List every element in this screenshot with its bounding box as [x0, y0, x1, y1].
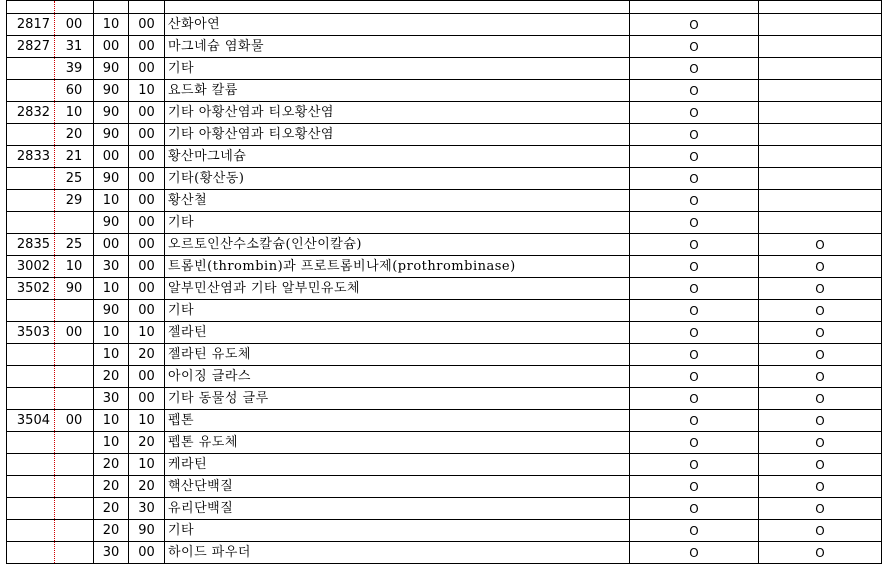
- code-cell-b: 20: [129, 432, 165, 454]
- item-name-cell: 펩톤 유도체: [165, 432, 630, 454]
- mark-cell-2: O: [759, 476, 882, 498]
- item-name-cell: 기타: [165, 212, 630, 234]
- code-cell-a: 20: [94, 520, 129, 542]
- mark-cell-2: [759, 14, 882, 36]
- hs-heading-cell: [7, 388, 55, 410]
- table-row: [7, 322, 882, 344]
- code-cell-a: 10: [94, 432, 129, 454]
- subheading-cell: 25: [55, 168, 94, 190]
- mark-cell-2: [759, 102, 882, 124]
- mark-cell-2: [759, 146, 882, 168]
- code-cell-b: 00: [129, 146, 165, 168]
- code-cell-a: 30: [94, 542, 129, 564]
- code-cell-b: 00: [129, 168, 165, 190]
- code-cell-b: 00: [129, 124, 165, 146]
- hs-heading-cell: [7, 366, 55, 388]
- code-cell-b: 10: [129, 454, 165, 476]
- code-cell-a: 20: [94, 476, 129, 498]
- code-cell-b: 00: [129, 256, 165, 278]
- mark-cell-1: O: [630, 410, 759, 432]
- code-cell-a: 10: [94, 278, 129, 300]
- item-name-cell: 젤라틴 유도체: [165, 344, 630, 366]
- mark-cell-2: O: [759, 278, 882, 300]
- item-name-cell: 펩톤: [165, 410, 630, 432]
- code-cell-a: 90: [94, 80, 129, 102]
- mark-cell-2: [759, 36, 882, 58]
- table-row: [7, 432, 882, 454]
- hs-heading-cell: 2832: [7, 102, 55, 124]
- subheading-cell: 00: [55, 322, 94, 344]
- code-cell-a: 90: [94, 212, 129, 234]
- table-row: [7, 212, 882, 234]
- hs-heading-cell: 2817: [7, 14, 55, 36]
- mark-cell-1: O: [630, 366, 759, 388]
- mark-cell-1: O: [630, 256, 759, 278]
- mark-cell-2: O: [759, 520, 882, 542]
- subheading-cell: 60: [55, 80, 94, 102]
- subheading-cell: [55, 344, 94, 366]
- mark-cell-1: O: [630, 58, 759, 80]
- item-name-cell: 마그네슘 염화물: [165, 36, 630, 58]
- item-name-cell: 트롬빈(thrombin)과 프로트롬비나제(prothrombinase): [165, 256, 630, 278]
- code-cell-b: 00: [129, 58, 165, 80]
- mark-cell-1: O: [630, 388, 759, 410]
- item-name-cell: 아이징 글라스: [165, 366, 630, 388]
- subheading-cell: [55, 454, 94, 476]
- hs-heading-cell: [7, 124, 55, 146]
- mark-cell-1: O: [630, 168, 759, 190]
- item-name-cell: 황산철: [165, 190, 630, 212]
- mark-cell-1: O: [630, 234, 759, 256]
- subheading-cell: 25: [55, 234, 94, 256]
- table-row: [7, 234, 882, 256]
- hs-heading-cell: [7, 542, 55, 564]
- code-cell-b: 00: [129, 278, 165, 300]
- hs-heading-cell: [7, 190, 55, 212]
- item-name-cell: 황산마그네슘: [165, 146, 630, 168]
- mark-cell-2: O: [759, 366, 882, 388]
- table-row: [7, 278, 882, 300]
- code-cell-a: 00: [94, 146, 129, 168]
- item-name-cell: 기타: [165, 58, 630, 80]
- table-row: [7, 476, 882, 498]
- code-cell-b: 00: [129, 102, 165, 124]
- item-name-cell: 기타 동물성 글루: [165, 388, 630, 410]
- mark-cell-2: O: [759, 432, 882, 454]
- code-cell-b: 00: [129, 190, 165, 212]
- code-cell-b: 90: [129, 520, 165, 542]
- mark-cell-1: O: [630, 432, 759, 454]
- hs-heading-cell: [7, 168, 55, 190]
- code-cell-b: 00: [129, 234, 165, 256]
- hs-code-table: [6, 0, 882, 564]
- table-row: [7, 300, 882, 322]
- hs-heading-cell: [7, 432, 55, 454]
- mark-cell-2: [759, 168, 882, 190]
- subheading-cell: 31: [55, 36, 94, 58]
- table-row: [7, 190, 882, 212]
- mark-cell-1: O: [630, 278, 759, 300]
- code-cell-a: 10: [94, 14, 129, 36]
- hs-heading-cell: [7, 300, 55, 322]
- mark-cell-1: O: [630, 36, 759, 58]
- code-cell-b: 10: [129, 322, 165, 344]
- hs-heading-cell: 3504: [7, 410, 55, 432]
- subheading-cell: 21: [55, 146, 94, 168]
- code-cell-a: 00: [94, 234, 129, 256]
- subheading-cell: 90: [55, 278, 94, 300]
- subheading-cell: [55, 212, 94, 234]
- hs-heading-cell: [7, 80, 55, 102]
- code-cell-a: 30: [94, 256, 129, 278]
- subheading-cell: 29: [55, 190, 94, 212]
- mark-cell-1: O: [630, 520, 759, 542]
- item-name-cell: 하이드 파우더: [165, 542, 630, 564]
- subheading-cell: [55, 300, 94, 322]
- hs-heading-cell: [7, 520, 55, 542]
- table-row: [7, 410, 882, 432]
- table-row: [7, 542, 882, 564]
- code-cell-a: 00: [94, 36, 129, 58]
- item-name-cell: 케라틴: [165, 454, 630, 476]
- subheading-cell: [55, 388, 94, 410]
- code-cell-b: 00: [129, 14, 165, 36]
- subheading-cell: 10: [55, 102, 94, 124]
- hs-heading-cell: [7, 344, 55, 366]
- code-cell-a: 90: [94, 58, 129, 80]
- table-row: [7, 36, 882, 58]
- subheading-cell: 10: [55, 256, 94, 278]
- mark-cell-2: O: [759, 454, 882, 476]
- hs-heading-cell: [7, 476, 55, 498]
- item-name-cell: 기타 아황산염과 티오황산염: [165, 102, 630, 124]
- hs-heading-cell: 2835: [7, 234, 55, 256]
- mark-cell-1: O: [630, 102, 759, 124]
- mark-cell-1: O: [630, 212, 759, 234]
- mark-cell-2: [759, 124, 882, 146]
- hs-heading-cell: 3502: [7, 278, 55, 300]
- hs-heading-cell: [7, 498, 55, 520]
- table-row: [7, 168, 882, 190]
- mark-cell-1: O: [630, 344, 759, 366]
- code-cell-b: 00: [129, 212, 165, 234]
- table-row: [7, 344, 882, 366]
- code-cell-a: 10: [94, 410, 129, 432]
- table-row: [7, 366, 882, 388]
- table-row-partial: [7, 1, 882, 14]
- subheading-cell: [55, 476, 94, 498]
- code-cell-a: 10: [94, 344, 129, 366]
- mark-cell-2: [759, 212, 882, 234]
- subheading-cell: [55, 498, 94, 520]
- code-cell-a: 20: [94, 498, 129, 520]
- table-row: [7, 520, 882, 542]
- hs-heading-cell: 2827: [7, 36, 55, 58]
- mark-cell-2: O: [759, 344, 882, 366]
- hs-heading-cell: [7, 212, 55, 234]
- item-name-cell: 핵산단백질: [165, 476, 630, 498]
- code-cell-b: 00: [129, 366, 165, 388]
- table-row: [7, 80, 882, 102]
- code-cell-a: 10: [94, 322, 129, 344]
- mark-cell-1: O: [630, 300, 759, 322]
- hs-heading-cell: 3002: [7, 256, 55, 278]
- hs-heading-cell: [7, 454, 55, 476]
- item-name-cell: 기타: [165, 300, 630, 322]
- table-row: [7, 58, 882, 80]
- code-cell-a: 90: [94, 124, 129, 146]
- hs-heading-cell: [7, 58, 55, 80]
- mark-cell-2: O: [759, 322, 882, 344]
- code-cell-a: 10: [94, 190, 129, 212]
- subheading-cell: 39: [55, 58, 94, 80]
- code-cell-b: 00: [129, 300, 165, 322]
- subheading-cell: 00: [55, 410, 94, 432]
- mark-cell-1: O: [630, 146, 759, 168]
- mark-cell-2: [759, 190, 882, 212]
- code-cell-a: 30: [94, 388, 129, 410]
- mark-cell-2: O: [759, 300, 882, 322]
- mark-cell-2: O: [759, 410, 882, 432]
- mark-cell-1: O: [630, 80, 759, 102]
- item-name-cell: 산화아연: [165, 14, 630, 36]
- mark-cell-2: O: [759, 542, 882, 564]
- subheading-cell: [55, 520, 94, 542]
- code-cell-b: 30: [129, 498, 165, 520]
- code-cell-a: 90: [94, 102, 129, 124]
- code-cell-a: 90: [94, 300, 129, 322]
- mark-cell-2: O: [759, 234, 882, 256]
- mark-cell-2: O: [759, 256, 882, 278]
- subheading-cell: [55, 432, 94, 454]
- table-row: [7, 388, 882, 410]
- code-cell-b: 00: [129, 542, 165, 564]
- item-name-cell: 유리단백질: [165, 498, 630, 520]
- table-row: [7, 256, 882, 278]
- mark-cell-1: O: [630, 322, 759, 344]
- code-cell-b: 00: [129, 388, 165, 410]
- item-name-cell: 요드화 칼륨: [165, 80, 630, 102]
- item-name-cell: 오르토인산수소칼슘(인산이칼슘): [165, 234, 630, 256]
- subheading-cell: 20: [55, 124, 94, 146]
- subheading-cell: 00: [55, 14, 94, 36]
- code-cell-b: 10: [129, 410, 165, 432]
- table-row: [7, 498, 882, 520]
- code-cell-b: 20: [129, 344, 165, 366]
- mark-cell-1: O: [630, 14, 759, 36]
- table-row: [7, 454, 882, 476]
- code-cell-b: 20: [129, 476, 165, 498]
- table-row: [7, 124, 882, 146]
- item-name-cell: 알부민산염과 기타 알부민유도체: [165, 278, 630, 300]
- item-name-cell: 젤라틴: [165, 322, 630, 344]
- mark-cell-1: O: [630, 542, 759, 564]
- code-cell-b: 00: [129, 36, 165, 58]
- mark-cell-1: O: [630, 498, 759, 520]
- mark-cell-1: O: [630, 476, 759, 498]
- code-cell-a: 90: [94, 168, 129, 190]
- table-row: [7, 102, 882, 124]
- code-cell-b: 10: [129, 80, 165, 102]
- item-name-cell: 기타 아황산염과 티오황산염: [165, 124, 630, 146]
- subheading-cell: [55, 542, 94, 564]
- item-name-cell: 기타(황산동): [165, 168, 630, 190]
- mark-cell-2: O: [759, 498, 882, 520]
- mark-cell-1: O: [630, 124, 759, 146]
- mark-cell-2: O: [759, 388, 882, 410]
- mark-cell-2: [759, 80, 882, 102]
- subheading-cell: [55, 366, 94, 388]
- code-cell-a: 20: [94, 454, 129, 476]
- code-cell-a: 20: [94, 366, 129, 388]
- table-row: [7, 146, 882, 168]
- mark-cell-1: O: [630, 190, 759, 212]
- hs-heading-cell: 2833: [7, 146, 55, 168]
- item-name-cell: 기타: [165, 520, 630, 542]
- table-row: [7, 14, 882, 36]
- mark-cell-1: O: [630, 454, 759, 476]
- mark-cell-2: [759, 58, 882, 80]
- hs-heading-cell: 3503: [7, 322, 55, 344]
